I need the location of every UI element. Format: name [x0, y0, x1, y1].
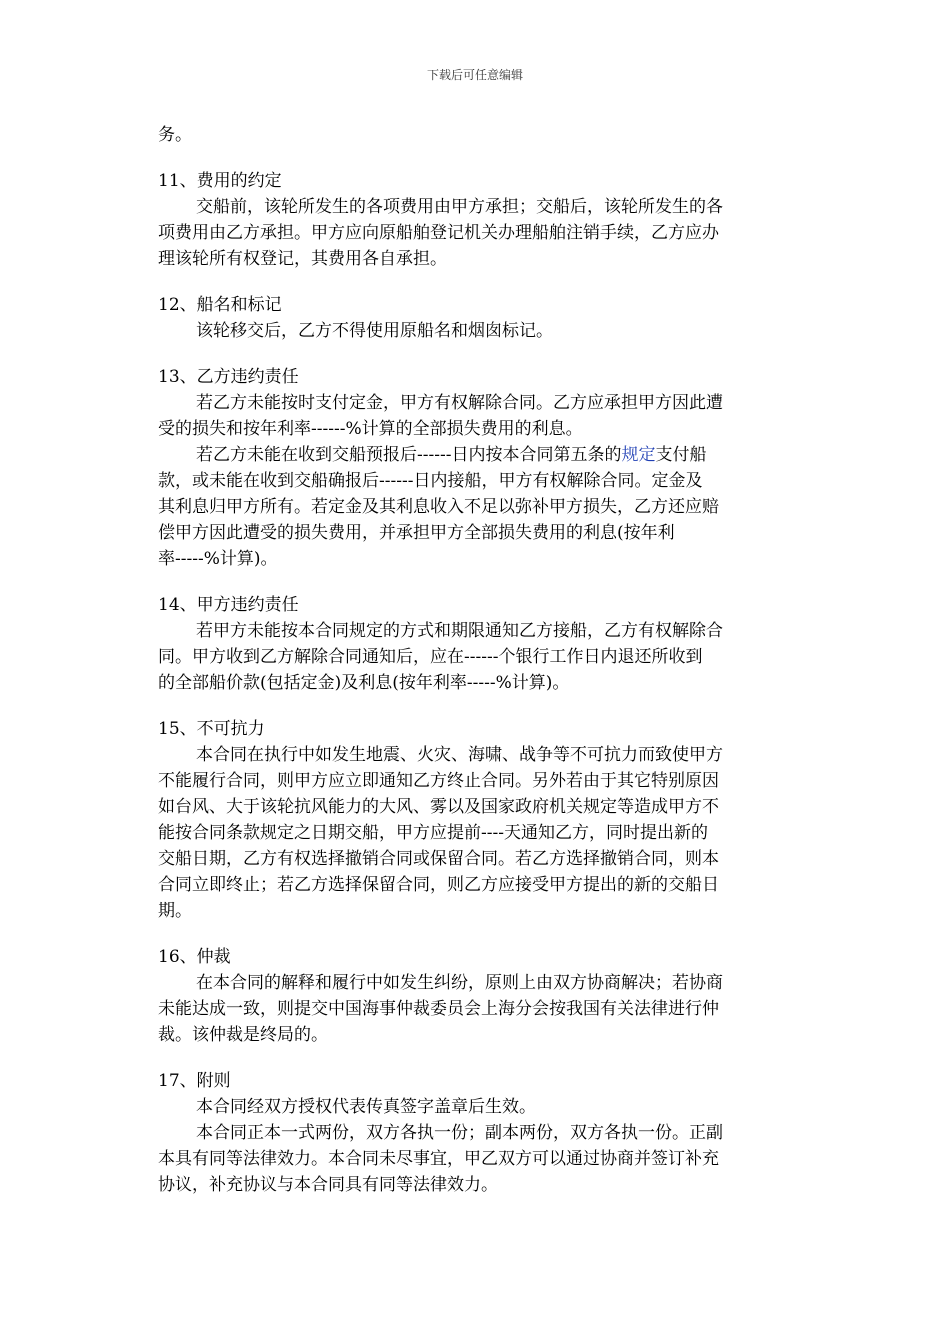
section-title: 13、乙方违约责任	[158, 367, 299, 387]
section-17	[158, 1068, 798, 1198]
paragraph-line: 未能达成一致，则提交中国海事仲裁委员会上海分会按我国有关法律进行仲	[158, 999, 719, 1019]
section-title: 11、费用的约定	[158, 171, 282, 191]
paragraph-line: 不能履行合同，则甲方应立即通知乙方终止合同。另外若由于其它特别原因	[158, 771, 719, 791]
section-title: 14、甲方违约责任	[158, 595, 299, 615]
paragraph-line: 本合同在执行中如发生地震、火灾、海啸、战争等不可抗力而致使甲方	[196, 745, 723, 765]
section-title: 12、船名和标记	[158, 295, 282, 315]
paragraph-line: 的全部船价款(包括定金)及利息(按年利率-----%计算)。	[158, 673, 570, 693]
paragraph-line: 如台风、大于该轮抗风能力的大风、雾以及国家政府机关规定等造成甲方不	[158, 797, 719, 817]
paragraph-line: 交船前，该轮所发生的各项费用由甲方承担；交船后，该轮所发生的各	[196, 197, 723, 217]
paragraph-line: 交船日期，乙方有权选择撤销合同或保留合同。若乙方选择撤销合同，则本	[158, 849, 719, 869]
section-11	[158, 168, 798, 272]
section-12	[158, 292, 798, 344]
paragraph-line: 本具有同等法律效力。本合同未尽事宜，甲乙双方可以通过协商并签订补充	[158, 1149, 719, 1169]
paragraph-line: 其利息归甲方所有。若定金及其利息收入不足以弥补甲方损失，乙方还应赔	[158, 497, 719, 517]
paragraph-line: 本合同经双方授权代表传真签字盖章后生效。	[196, 1097, 536, 1117]
page-header: 下载后可任意编辑	[426, 68, 523, 82]
paragraph-line: 款，或未能在收到交船确报后------日内接船，甲方有权解除合同。定金及	[158, 471, 703, 491]
paragraph-line: 裁。该仲裁是终局的。	[158, 1025, 328, 1045]
paragraph-line: 偿甲方因此遭受的损失费用，并承担甲方全部损失费用的利息(按年利	[158, 523, 675, 543]
section-title: 15、不可抗力	[158, 719, 265, 739]
regulation-link[interactable]: 规定	[621, 445, 656, 465]
paragraph-line: 合同立即终止；若乙方选择保留合同，则乙方应接受甲方提出的新的交船日	[158, 875, 719, 895]
paragraph-line: 在本合同的解释和履行中如发生纠纷，原则上由双方协商解决；若协商	[196, 973, 723, 993]
section-14	[158, 592, 798, 696]
paragraph-text: 支付船	[655, 445, 707, 465]
paragraph-line: 项费用由乙方承担。甲方应向原船舶登记机关办理船舶注销手续，乙方应办	[158, 223, 719, 243]
paragraph-line: 期。	[158, 901, 192, 921]
paragraph-line: 若甲方未能按本合同规定的方式和期限通知乙方接船，乙方有权解除合	[196, 621, 723, 641]
paragraph-line: 协议，补充协议与本合同具有同等法律效力。	[158, 1175, 498, 1195]
section-16	[158, 944, 798, 1048]
continuation-text: 务。	[158, 125, 192, 145]
section-title: 17、附则	[158, 1071, 231, 1091]
paragraph-text: 若乙方未能在收到交船预报后------日内按本合同第五条的	[196, 445, 622, 465]
paragraph-line: 理该轮所有权登记，其费用各自承担。	[158, 249, 447, 269]
paragraph-line	[158, 442, 798, 468]
paragraph-line: 同。甲方收到乙方解除合同通知后，应在------个银行工作日内退还所收到	[158, 647, 703, 667]
paragraph-line: 受的损失和按年利率------%计算的全部损失费用的利息。	[158, 419, 583, 439]
section-13	[158, 364, 798, 572]
paragraph-line: 若乙方未能按时支付定金，甲方有权解除合同。乙方应承担甲方因此遭	[196, 393, 723, 413]
paragraph-line: 该轮移交后，乙方不得使用原船名和烟囱标记。	[196, 321, 553, 341]
paragraph-line: 本合同正本一式两份，双方各执一份；副本两份，双方各执一份。正副	[196, 1123, 723, 1143]
section-15	[158, 716, 798, 924]
paragraph-line: 能按合同条款规定之日期交船，甲方应提前----天通知乙方，同时提出新的	[158, 823, 708, 843]
section-title: 16、仲裁	[158, 947, 231, 967]
paragraph-line: 率-----%计算)。	[158, 549, 278, 569]
document-body	[158, 122, 798, 1198]
